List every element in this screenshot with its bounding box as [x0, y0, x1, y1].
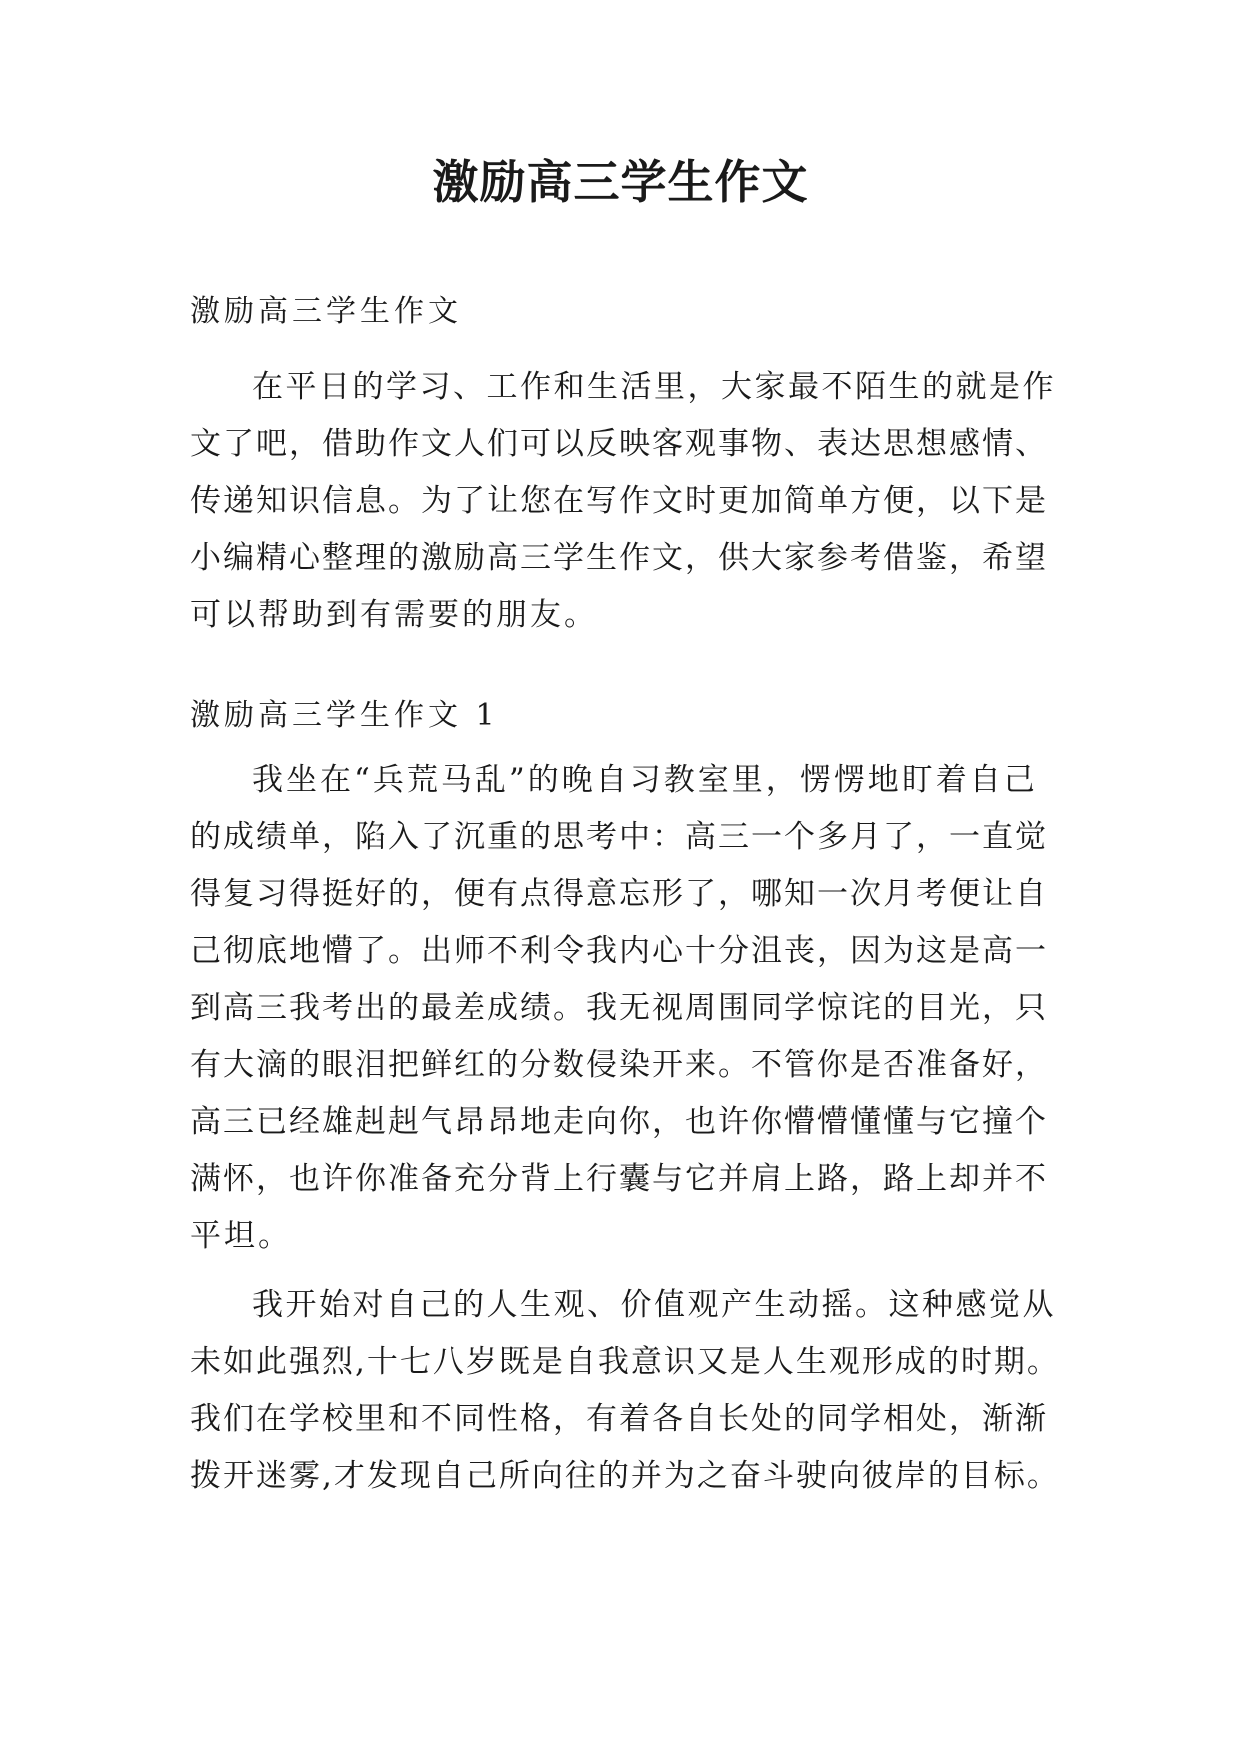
- paragraph-line: 文了吧，借助作文人们可以反映客观事物、表达思想感情、: [190, 426, 1048, 462]
- document-subtitle: 激励高三学生作文: [190, 294, 462, 329]
- paragraph-line: 平坦。: [190, 1218, 292, 1254]
- paragraph-line: 到高三我考出的最差成绩。我无视周围同学惊诧的目光，只: [190, 990, 1048, 1026]
- paragraph-line: 在平日的学习、工作和生活里，大家最不陌生的就是作: [252, 369, 1056, 405]
- paragraph-line: 可以帮助到有需要的朋友。: [190, 597, 598, 633]
- paragraph-line: 得复习得挺好的，便有点得意忘形了，哪知一次月考便让自: [190, 876, 1048, 912]
- section-heading: 激励高三学生作文 1: [190, 698, 499, 733]
- paragraph-line: 小编精心整理的激励高三学生作文，供大家参考借鉴，希望: [190, 540, 1048, 576]
- paragraph-line: 我坐在“兵荒马乱”的晚自习教室里，愣愣地盯着自己: [252, 762, 1038, 798]
- paragraph-line: 拨开迷雾,才发现自己所向往的并为之奋斗驶向彼岸的目标。: [190, 1458, 1060, 1494]
- paragraph-line: 的成绩单，陷入了沉重的思考中：高三一个多月了，一直觉: [190, 819, 1048, 855]
- paragraph-line: 己彻底地懵了。出师不利令我内心十分沮丧，因为这是高一: [190, 933, 1048, 969]
- paragraph-line: 未如此强烈,十七八岁既是自我意识又是人生观形成的时期。: [190, 1344, 1060, 1380]
- paragraph-line: 满怀，也许你准备充分背上行囊与它并肩上路，路上却并不: [190, 1161, 1048, 1197]
- paragraph-line: 传递知识信息。为了让您在写作文时更加简单方便，以下是: [190, 483, 1048, 519]
- paragraph-line: 我开始对自己的人生观、价值观产生动摇。这种感觉从: [252, 1287, 1056, 1323]
- paragraph-line: 我们在学校里和不同性格，有着各自长处的同学相处，渐渐: [190, 1401, 1048, 1437]
- paragraph-line: 高三已经雄赳赳气昂昂地走向你，也许你懵懵懂懂与它撞个: [190, 1104, 1048, 1140]
- page-title: 激励高三学生作文: [432, 155, 809, 209]
- paragraph-line: 有大滴的眼泪把鲜红的分数侵染开来。不管你是否准备好，: [190, 1047, 1048, 1083]
